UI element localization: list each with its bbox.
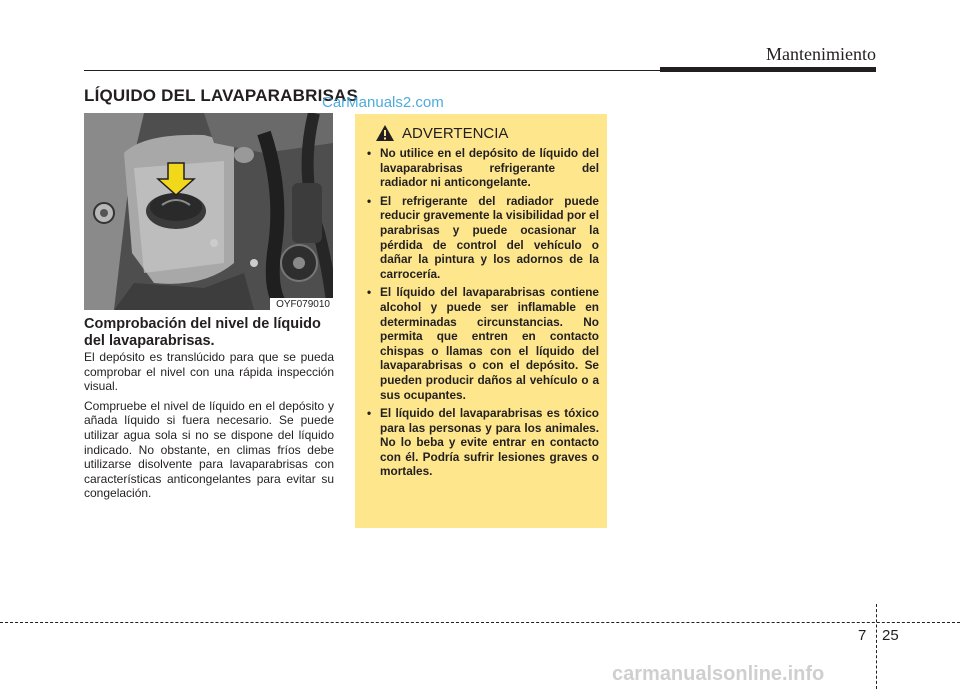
warning-title: ADVERTENCIA	[402, 124, 509, 142]
photo-code: OYF079010	[270, 298, 333, 310]
warning-triangle-icon	[375, 124, 395, 142]
body-text	[84, 350, 334, 506]
engine-photo	[84, 113, 333, 310]
watermark-top: CarManuals2.com	[322, 94, 444, 111]
warning-item: • El refrigerante del radiador puede reducir gravemente la visibilidad por el parabrisas y puede ocasionar la pérdida de control del vehículo o dañar la pintura y los adornos de la carrocería.	[363, 194, 599, 282]
body-paragraph: El depósito es translúcido para que se pueda comprobar el nivel con una rápida inspección visual.	[84, 350, 334, 394]
header-rule	[84, 70, 662, 71]
warning-list	[363, 146, 599, 479]
warning-header	[375, 124, 599, 142]
page-title: LÍQUIDO DEL LAVAPARABRISAS	[84, 86, 359, 105]
section-subtitle: Comprobación del nivel de líquido del lavaparabrisas.	[84, 316, 321, 349]
warning-item: • El líquido del lavaparabrisas es tóxico para las personas y para los animales. No lo beba y evite entrar en contacto con él. Podría sufrir lesiones graves o mortales.	[363, 406, 599, 479]
footer-vertical-divider	[876, 604, 877, 689]
watermark-bottom: carmanualsonline.info	[612, 663, 825, 685]
chapter-number: 7	[858, 627, 867, 644]
warning-item: • El líquido del lavaparabrisas contiene alcohol y puede ser inflamable en determinadas circunstancias. No permita que entren en contacto chispas o llamas con el líquido del lavaparabrisas o con el depósito. Se pueden producir daños al vehículo o a sus ocupantes.	[363, 285, 599, 402]
page-number: 25	[882, 627, 899, 644]
section-header: Mantenimiento	[766, 44, 876, 64]
engine-bay-illustration	[84, 113, 333, 310]
warning-item: • No utilice en el depósito de líquido del lavaparabrisas refrigerante del radiador ni anticongelante.	[363, 146, 599, 190]
header-rule-thick	[660, 67, 876, 72]
warning-box	[355, 114, 607, 528]
body-paragraph: Compruebe el nivel de líquido en el depósito y añada líquido si fuera necesario. Se puede utilizar agua sola si no se dispone del líquido indicado. No obstante, en climas fríos debe utilizarse disolvente para lavaparabrisas con características anticongelantes para evitar su congelación.	[84, 398, 334, 501]
footer-divider	[0, 622, 960, 623]
